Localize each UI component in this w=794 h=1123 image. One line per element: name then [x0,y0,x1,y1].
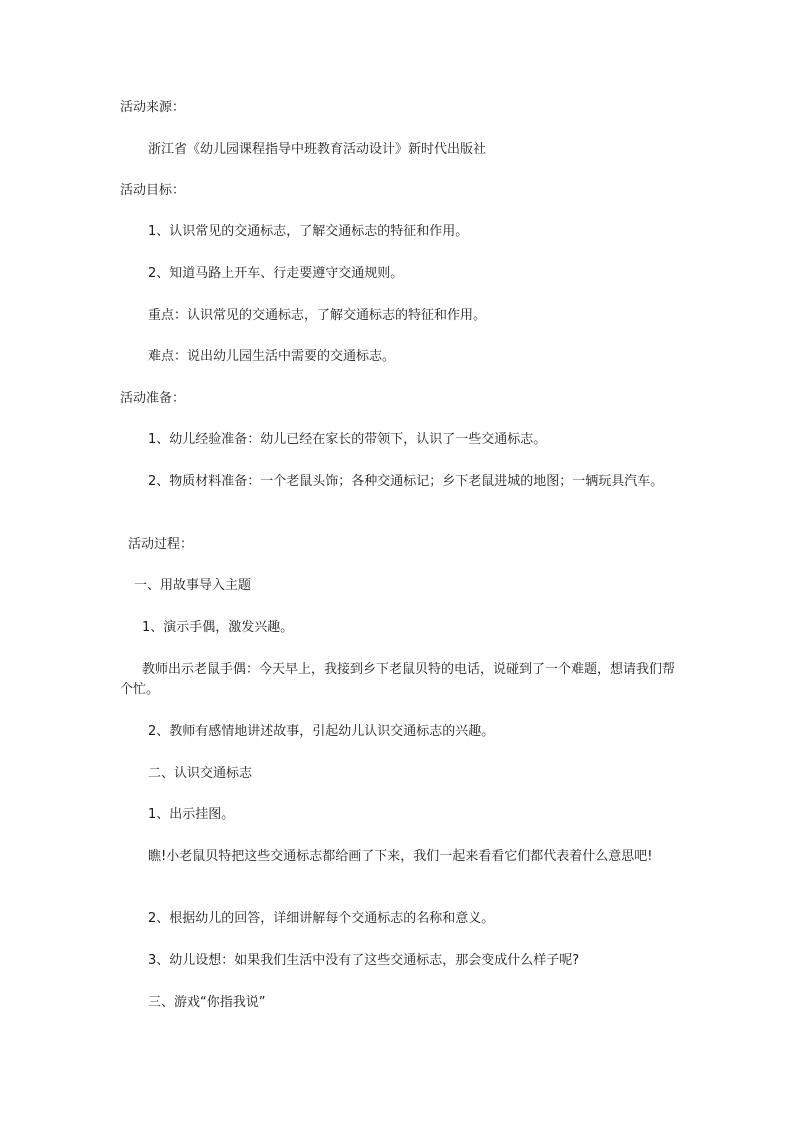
paragraph-activity-source-heading: 活动来源： [120,100,186,115]
paragraph-process-heading: 活动过程： [128,537,194,552]
paragraph-step-2-3: 3、幼儿设想：如果我们生活中没有了这些交通标志，那会变成什么样子呢? [148,953,580,968]
paragraph-preparation-heading: 活动准备： [120,391,186,406]
paragraph-step-2-2: 2、根据幼儿的回答，详细讲解每个交通标志的名称和意义。 [148,911,495,926]
paragraph-step-1-1: 1、演示手偶，激发兴趣。 [142,620,294,635]
paragraph-section-2-title: 二、认识交通标志 [148,766,253,781]
paragraph-section-1-title: 一、用故事导入主题 [134,578,252,593]
paragraph-goal-2: 2、知道马路上开车、行走要遵守交通规则。 [148,266,404,281]
paragraph-look-signs: 瞧!小老鼠贝特把这些交通标志都给画了下来，我们一起来看看它们都代表着什么意思吧! [148,849,653,864]
paragraph-difficulty: 难点：说出幼儿园生活中需要的交通标志。 [148,349,396,364]
paragraph-step-1-2: 2、教师有感情地讲述故事，引起幼儿认识交通标志的兴趣。 [148,724,495,739]
paragraph-source-detail: 浙江省《幼儿园课程指导中班教育活动设计》新时代出版社 [148,142,487,157]
paragraph-teacher-puppet: 教师出示老鼠手偶：今天早上，我接到乡下老鼠贝特的电话，说碰到了一个难题，想请我们帮个忙。 [120,662,676,697]
paragraph-goals-heading: 活动目标： [120,183,186,198]
paragraph-step-2-1: 1、出示挂图。 [148,807,235,822]
paragraph-preparation-2: 2、物质材料准备：一个老鼠头饰；各种交通标记；乡下老鼠进城的地图；一辆玩具汽车。 [148,474,664,489]
paragraph-goal-1: 1、认识常见的交通标志，了解交通标志的特征和作用。 [148,224,469,239]
paragraph-preparation-1: 1、幼儿经验准备：幼儿已经在家长的带领下，认识了一些交通标志。 [148,432,547,447]
paragraph-key-point: 重点：认识常见的交通标志，了解交通标志的特征和作用。 [148,308,487,323]
paragraph-section-3-title: 三、游戏“你指我说” [148,995,266,1010]
